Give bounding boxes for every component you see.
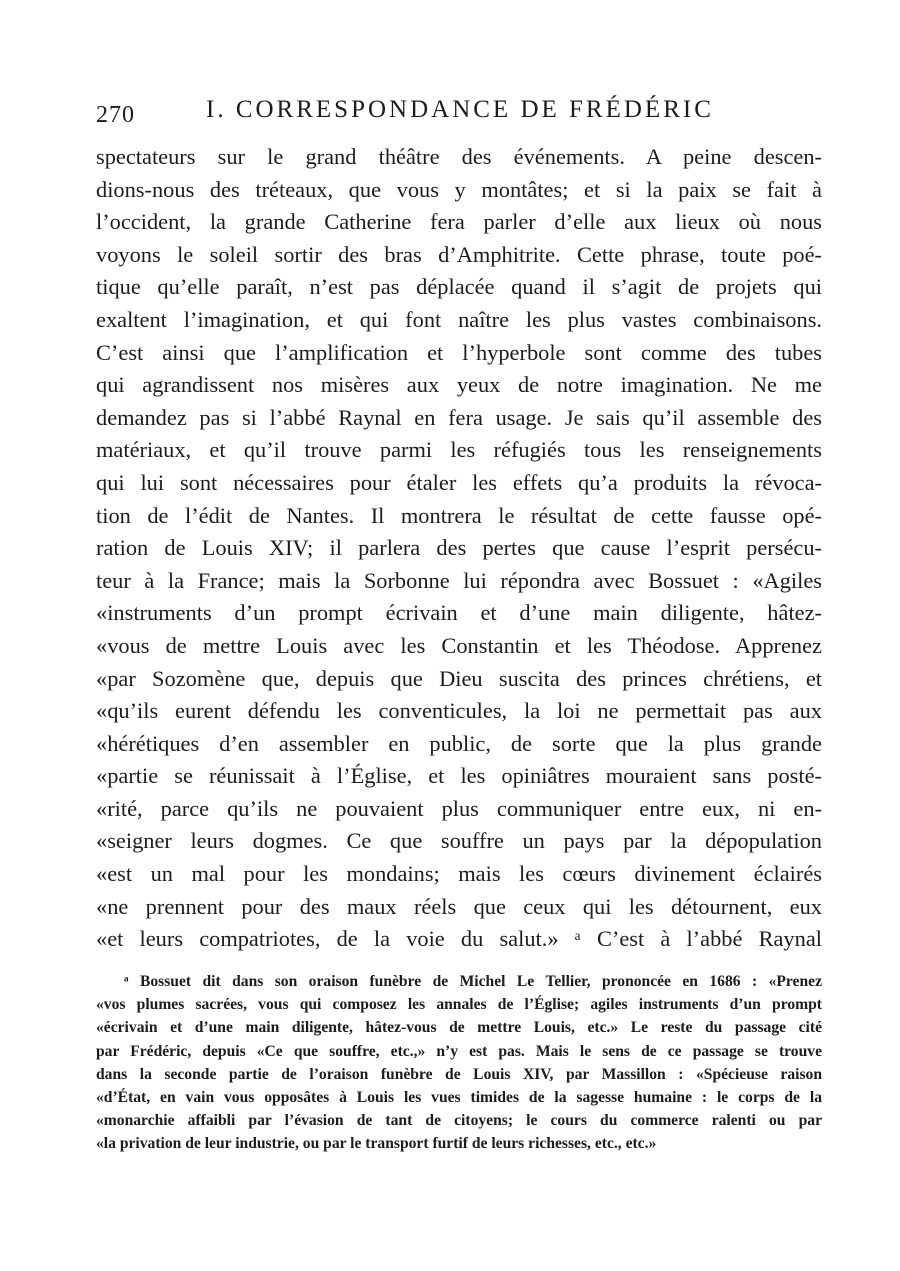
body-line: ration de Louis XIV; il parlera des pertes que cause l’esprit persécu-	[96, 535, 822, 561]
footnote-line: «vos plumes sacrées, vous qui composez les annales de l’Église; agiles instruments d’un prompt	[96, 996, 822, 1014]
body-line: voyons le soleil sortir des bras d’Amphitrite. Cette phrase, toute poé-	[96, 241, 822, 267]
body-line: spectateurs sur le grand théâtre des événements. A peine descen-	[96, 144, 822, 169]
body-line: «est un mal pour les mondains; mais les cœurs divinement éclairés	[96, 861, 822, 887]
footnote-line: «écrivain et d’une main diligente, hâtez-vous de mettre Louis, etc.» Le reste du passage cité	[96, 1019, 822, 1037]
body-line: «seigner leurs dogmes. Ce que souffre un pays par la dépopulation	[96, 828, 822, 854]
body-line: dions-nous des tréteaux, que vous y montâtes; et si la paix se fait à	[96, 176, 822, 202]
body-line: «par Sozomène que, depuis que Dieu suscita des princes chrétiens, et	[96, 665, 822, 691]
body-line: «rité, parce qu’ils ne pouvaient plus communiquer entre eux, ni en-	[96, 795, 822, 821]
footnote-line: «d’État, en vain vous opposâtes à Louis les vues timides de la sagesse humaine : le corps de la	[96, 1088, 822, 1106]
footnote-line: «la privation de leur industrie, ou par le transport furtif de leurs richesses, etc., etc.»	[96, 1135, 657, 1153]
body-line: C’est ainsi que l’amplification et l’hyperbole sont comme des tubes	[96, 339, 822, 365]
body-line: «ne prennent pour des maux réels que ceux qui les détournent, eux	[96, 893, 822, 919]
body-line: qui agrandissent nos misères aux yeux de notre imagination. Ne me	[96, 372, 822, 398]
page-header	[96, 96, 826, 126]
body-line: matériaux, et qu’il trouve parmi les réfugiés tous les renseignements	[96, 437, 822, 463]
body-line: tion de l’édit de Nantes. Il montrera le résultat de cette fausse opé-	[96, 502, 822, 528]
body-line: l’occident, la grande Catherine fera parler d’elle aux lieux où nous	[96, 209, 822, 235]
running-head: I. CORRESPONDANCE DE FRÉDÉRIC	[206, 96, 714, 123]
body-line: «vous de mettre Louis avec les Constantin et les Théodose. Apprenez	[96, 632, 822, 658]
body-line: «et leurs compatriotes, de la voie du salut.» ᵃ C’est à l’abbé Raynal	[96, 926, 822, 952]
body-line: tique qu’elle paraît, n’est pas déplacée quand il s’agit de projets qui	[96, 274, 822, 300]
footnote-line: dans la seconde partie de l’oraison funèbre de Louis XIV, par Massillon : «Spécieuse raison	[96, 1065, 822, 1083]
body-line: exaltent l’imagination, et qui font naître les plus vastes combinaisons.	[96, 306, 822, 332]
body-line: «instruments d’un prompt écrivain et d’une main diligente, hâtez-	[96, 600, 822, 626]
body-line: qui lui sont nécessaires pour étaler les effets qu’a produits la révoca-	[96, 469, 822, 495]
page-number: 270	[96, 102, 135, 128]
body-line: «hérétiques d’en assembler en public, de sorte que la plus grande	[96, 730, 822, 756]
footnote-line: par Frédéric, depuis «Ce que souffre, etc.,» n’y est pas. Mais le sens de ce passage se trouve	[96, 1042, 822, 1060]
body-line: demandez pas si l’abbé Raynal en fera usage. Je sais qu’il assemble des	[96, 404, 822, 430]
body-line: «qu’ils eurent défendu les conventicules, la loi ne permettait pas aux	[96, 698, 822, 724]
body-text	[96, 141, 822, 956]
body-line: «partie se réunissait à l’Église, et les opiniâtres mouraient sans posté-	[96, 763, 822, 789]
footnote-line: ᵃ Bossuet dit dans son oraison funèbre de Michel Le Tellier, prononcée en 1686 : «Prenez	[124, 973, 822, 990]
footnotes	[96, 970, 822, 1156]
body-line: teur à la France; mais la Sorbonne lui répondra avec Bossuet : «Agiles	[96, 567, 822, 593]
footnote-line: «monarchie affaibli par l’évasion de tant de citoyens; le cours du commerce ralenti ou par	[96, 1112, 822, 1130]
